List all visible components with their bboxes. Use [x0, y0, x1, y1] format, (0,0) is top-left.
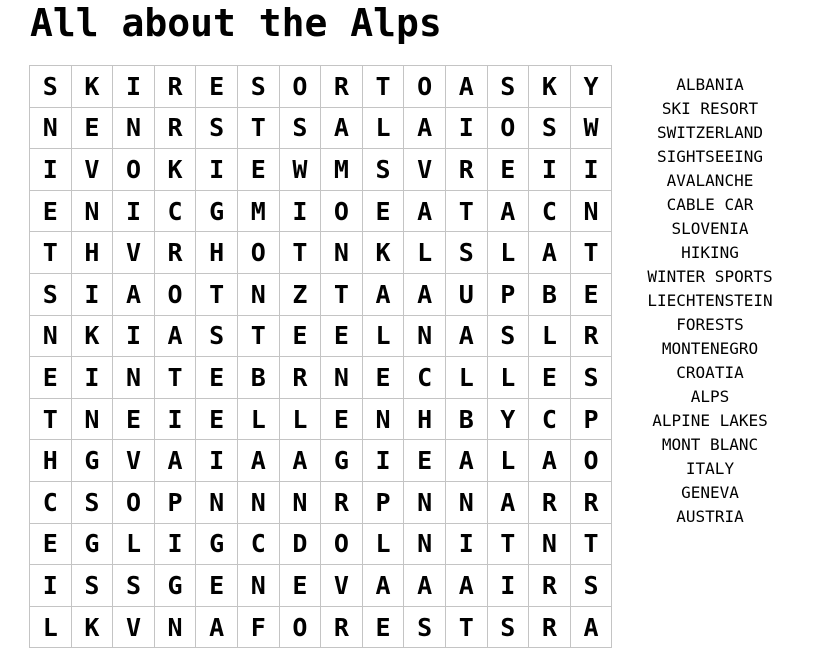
grid-cell[interactable]: A	[404, 273, 446, 315]
grid-cell[interactable]: R	[570, 315, 612, 357]
grid-cell[interactable]: Z	[279, 273, 321, 315]
grid-cell[interactable]: T	[570, 523, 612, 565]
word-list-item: CABLE CAR	[666, 195, 754, 214]
grid-cell[interactable]: I	[445, 107, 487, 149]
grid-cell[interactable]: E	[570, 273, 612, 315]
grid-cell[interactable]: A	[196, 606, 238, 648]
grid-row	[30, 398, 612, 440]
grid-cell[interactable]: E	[30, 357, 72, 399]
grid-cell[interactable]: L	[362, 107, 404, 149]
grid-cell[interactable]: L	[487, 357, 529, 399]
grid-cell[interactable]: S	[445, 232, 487, 274]
grid-cell[interactable]: K	[529, 66, 571, 108]
grid-cell[interactable]: I	[445, 523, 487, 565]
grid-cell[interactable]: E	[279, 565, 321, 607]
grid-row	[30, 66, 612, 108]
grid-cell[interactable]: R	[445, 149, 487, 191]
grid-cell[interactable]: A	[529, 232, 571, 274]
grid-cell[interactable]: D	[279, 523, 321, 565]
grid-cell[interactable]: E	[362, 606, 404, 648]
word-list-item: CROATIA	[676, 363, 744, 382]
grid-cell[interactable]: R	[321, 66, 363, 108]
grid-cell[interactable]: G	[71, 523, 113, 565]
grid-cell[interactable]: C	[154, 190, 196, 232]
word-list-item: ALBANIA	[676, 75, 744, 94]
grid-cell[interactable]: V	[71, 149, 113, 191]
grid-cell[interactable]: M	[237, 190, 279, 232]
word-list-item: MONTENEGRO	[661, 339, 759, 358]
grid-cell[interactable]: L	[529, 315, 571, 357]
grid-cell[interactable]: O	[279, 66, 321, 108]
grid-row	[30, 273, 612, 315]
grid-cell[interactable]: C	[404, 357, 446, 399]
grid-cell[interactable]: W	[279, 149, 321, 191]
grid-cell[interactable]: A	[445, 66, 487, 108]
grid-cell[interactable]: C	[529, 190, 571, 232]
grid-cell[interactable]: N	[154, 606, 196, 648]
grid-cell[interactable]: R	[529, 606, 571, 648]
word-list-item: ITALY	[685, 459, 735, 478]
grid-cell[interactable]: P	[487, 273, 529, 315]
grid-cell[interactable]: Y	[570, 66, 612, 108]
grid-cell[interactable]: N	[321, 232, 363, 274]
grid-cell[interactable]: E	[487, 149, 529, 191]
grid-cell[interactable]: L	[445, 357, 487, 399]
grid-cell[interactable]: S	[404, 606, 446, 648]
grid-cell[interactable]: E	[237, 149, 279, 191]
grid-cell[interactable]: A	[362, 273, 404, 315]
grid-cell[interactable]: A	[570, 606, 612, 648]
grid-cell[interactable]: W	[570, 107, 612, 149]
grid-row	[30, 523, 612, 565]
grid-cell[interactable]: N	[237, 481, 279, 523]
grid-cell[interactable]: R	[154, 107, 196, 149]
grid-row	[30, 565, 612, 607]
grid-cell[interactable]: E	[30, 523, 72, 565]
grid-cell[interactable]: T	[445, 606, 487, 648]
grid-cell[interactable]: S	[487, 66, 529, 108]
grid-cell[interactable]: A	[279, 440, 321, 482]
grid-row	[30, 315, 612, 357]
grid-cell[interactable]: E	[113, 398, 155, 440]
grid-cell[interactable]: N	[196, 481, 238, 523]
grid-cell[interactable]: K	[362, 232, 404, 274]
grid-cell[interactable]: L	[237, 398, 279, 440]
grid-cell[interactable]: H	[30, 440, 72, 482]
grid-cell[interactable]: T	[30, 398, 72, 440]
word-list-item: WINTER SPORTS	[647, 267, 773, 286]
grid-cell[interactable]: R	[154, 232, 196, 274]
grid-cell[interactable]: E	[321, 315, 363, 357]
grid-cell[interactable]: I	[154, 523, 196, 565]
grid-row	[30, 440, 612, 482]
word-list-item: SIGHTSEEING	[657, 147, 763, 166]
grid-cell[interactable]: N	[237, 565, 279, 607]
grid-cell[interactable]: N	[113, 107, 155, 149]
grid-cell[interactable]: N	[30, 315, 72, 357]
grid-cell[interactable]: T	[321, 273, 363, 315]
grid-cell[interactable]: E	[196, 357, 238, 399]
word-list-item: HIKING	[681, 243, 739, 262]
grid-cell[interactable]: O	[570, 440, 612, 482]
word-list-item: ALPINE LAKES	[652, 411, 768, 430]
grid-cell[interactable]: S	[196, 107, 238, 149]
grid-cell[interactable]: P	[362, 481, 404, 523]
grid-cell[interactable]: A	[487, 190, 529, 232]
grid-cell[interactable]: A	[154, 315, 196, 357]
grid-cell[interactable]: E	[321, 398, 363, 440]
grid-cell[interactable]: B	[445, 398, 487, 440]
grid-cell[interactable]: L	[362, 523, 404, 565]
grid-row	[30, 606, 612, 648]
grid-cell[interactable]: L	[487, 232, 529, 274]
grid-cell[interactable]: G	[154, 565, 196, 607]
grid-cell[interactable]: N	[321, 357, 363, 399]
grid-cell[interactable]: E	[196, 398, 238, 440]
grid-cell[interactable]: N	[71, 398, 113, 440]
word-list-item: MONT BLANC	[661, 435, 759, 454]
grid-cell[interactable]: R	[321, 481, 363, 523]
grid-cell[interactable]: O	[237, 232, 279, 274]
grid-cell[interactable]: R	[321, 606, 363, 648]
grid-cell[interactable]: N	[237, 273, 279, 315]
grid-cell[interactable]: I	[30, 149, 72, 191]
grid-cell[interactable]: B	[237, 357, 279, 399]
grid-cell[interactable]: C	[237, 523, 279, 565]
grid-cell[interactable]: A	[445, 565, 487, 607]
grid-cell[interactable]: O	[487, 107, 529, 149]
grid-cell[interactable]: C	[30, 481, 72, 523]
grid-cell[interactable]: E	[196, 565, 238, 607]
grid-cell[interactable]: A	[404, 107, 446, 149]
grid-cell[interactable]: A	[404, 190, 446, 232]
grid-cell[interactable]: L	[113, 523, 155, 565]
grid-cell[interactable]: S	[529, 107, 571, 149]
grid-cell[interactable]: A	[404, 565, 446, 607]
grid-cell[interactable]: I	[71, 273, 113, 315]
grid-cell[interactable]: T	[487, 523, 529, 565]
grid-cell[interactable]: S	[279, 107, 321, 149]
grid-cell[interactable]: S	[487, 315, 529, 357]
grid-cell[interactable]: C	[529, 398, 571, 440]
grid-row	[30, 190, 612, 232]
grid-cell[interactable]: A	[445, 315, 487, 357]
grid-cell[interactable]: I	[30, 565, 72, 607]
grid-cell[interactable]: O	[279, 606, 321, 648]
grid-cell[interactable]: S	[71, 565, 113, 607]
grid-cell[interactable]: I	[487, 565, 529, 607]
grid-cell[interactable]: A	[154, 440, 196, 482]
grid-cell[interactable]: S	[570, 565, 612, 607]
grid-cell[interactable]: H	[196, 232, 238, 274]
grid-row	[30, 481, 612, 523]
word-list-item: SLOVENIA	[671, 219, 749, 238]
grid-cell[interactable]: N	[529, 523, 571, 565]
grid-cell[interactable]: A	[529, 440, 571, 482]
grid-cell[interactable]: T	[570, 232, 612, 274]
grid-cell[interactable]: Y	[487, 398, 529, 440]
grid-cell[interactable]: K	[71, 606, 113, 648]
grid-cell[interactable]: I	[71, 357, 113, 399]
grid-cell[interactable]: A	[487, 481, 529, 523]
word-list-item: ALPS	[690, 387, 730, 406]
grid-cell[interactable]: I	[362, 440, 404, 482]
grid-cell[interactable]: I	[279, 190, 321, 232]
grid-cell[interactable]: S	[71, 481, 113, 523]
grid-row	[30, 357, 612, 399]
grid-cell[interactable]: K	[154, 149, 196, 191]
grid-cell[interactable]: I	[196, 440, 238, 482]
grid-cell[interactable]: T	[30, 232, 72, 274]
grid-cell[interactable]: N	[30, 107, 72, 149]
grid-cell[interactable]: N	[362, 398, 404, 440]
grid-row	[30, 107, 612, 149]
grid-cell[interactable]: P	[154, 481, 196, 523]
grid-cell[interactable]: E	[279, 315, 321, 357]
grid-cell[interactable]: E	[362, 190, 404, 232]
grid-cell[interactable]: A	[362, 565, 404, 607]
grid-cell[interactable]: R	[570, 481, 612, 523]
word-list-item: FORESTS	[676, 315, 744, 334]
grid-row	[30, 232, 612, 274]
word-list-item: SWITZERLAND	[657, 123, 763, 142]
grid-cell[interactable]: U	[445, 273, 487, 315]
grid-cell[interactable]: T	[362, 66, 404, 108]
grid-cell[interactable]: V	[113, 606, 155, 648]
grid-cell[interactable]: F	[237, 606, 279, 648]
grid-cell[interactable]: N	[404, 481, 446, 523]
grid-cell[interactable]: N	[404, 315, 446, 357]
grid-cell[interactable]: K	[71, 315, 113, 357]
grid-cell[interactable]: B	[529, 273, 571, 315]
grid-cell[interactable]: I	[154, 398, 196, 440]
grid-cell[interactable]: E	[529, 357, 571, 399]
grid-row	[30, 149, 612, 191]
grid-cell[interactable]: G	[196, 523, 238, 565]
word-list-item: LIECHTENSTEIN	[647, 291, 773, 310]
word-list-item: SKI RESORT	[661, 99, 759, 118]
grid-cell[interactable]: I	[529, 149, 571, 191]
grid-cell[interactable]: T	[279, 232, 321, 274]
grid-cell[interactable]: A	[237, 440, 279, 482]
puzzle-title: All about the Alps	[30, 1, 442, 45]
grid-cell[interactable]: R	[529, 481, 571, 523]
grid-cell[interactable]: E	[362, 357, 404, 399]
word-list-item: GENEVA	[681, 483, 739, 502]
grid-cell[interactable]: M	[321, 149, 363, 191]
grid-cell[interactable]: N	[570, 190, 612, 232]
grid-cell[interactable]: A	[113, 273, 155, 315]
grid-cell[interactable]: T	[196, 273, 238, 315]
grid-cell[interactable]: S	[30, 273, 72, 315]
grid-cell[interactable]: V	[404, 149, 446, 191]
grid-cell[interactable]: O	[321, 190, 363, 232]
grid-cell[interactable]: T	[445, 190, 487, 232]
grid-cell[interactable]: E	[404, 440, 446, 482]
grid-cell[interactable]: N	[404, 523, 446, 565]
grid-cell[interactable]: L	[404, 232, 446, 274]
grid-cell[interactable]: S	[237, 66, 279, 108]
grid-cell[interactable]: S	[487, 606, 529, 648]
grid-cell[interactable]: T	[237, 315, 279, 357]
word-list-item: AUSTRIA	[676, 507, 744, 526]
grid-cell[interactable]: A	[321, 107, 363, 149]
grid-cell[interactable]: I	[570, 149, 612, 191]
grid-cell[interactable]: R	[279, 357, 321, 399]
grid-cell[interactable]: S	[30, 66, 72, 108]
grid-cell[interactable]: O	[113, 149, 155, 191]
grid-cell[interactable]: E	[196, 66, 238, 108]
grid-cell[interactable]: S	[570, 357, 612, 399]
grid-cell[interactable]: V	[321, 565, 363, 607]
grid-cell[interactable]: I	[113, 190, 155, 232]
letter-grid	[29, 65, 612, 648]
grid-cell[interactable]: O	[154, 273, 196, 315]
grid-cell[interactable]: L	[487, 440, 529, 482]
grid-cell[interactable]: L	[279, 398, 321, 440]
grid-cell[interactable]: V	[113, 232, 155, 274]
grid-cell[interactable]: R	[154, 66, 196, 108]
letter-grid-body	[30, 66, 612, 648]
grid-cell[interactable]: E	[71, 107, 113, 149]
grid-cell[interactable]: N	[113, 357, 155, 399]
grid-cell[interactable]: T	[154, 357, 196, 399]
grid-cell[interactable]: L	[30, 606, 72, 648]
word-list	[630, 73, 790, 529]
grid-cell[interactable]: P	[570, 398, 612, 440]
grid-cell[interactable]: S	[362, 149, 404, 191]
grid-cell[interactable]: I	[113, 315, 155, 357]
grid-cell[interactable]: I	[196, 149, 238, 191]
grid-cell[interactable]: S	[196, 315, 238, 357]
grid-cell[interactable]: H	[71, 232, 113, 274]
grid-cell[interactable]: O	[113, 481, 155, 523]
grid-cell[interactable]: L	[362, 315, 404, 357]
grid-cell[interactable]: G	[71, 440, 113, 482]
grid-cell[interactable]: G	[321, 440, 363, 482]
word-list-item: AVALANCHE	[666, 171, 754, 190]
grid-cell[interactable]: A	[445, 440, 487, 482]
grid-cell[interactable]: H	[404, 398, 446, 440]
grid-cell[interactable]: I	[113, 66, 155, 108]
grid-cell[interactable]: V	[113, 440, 155, 482]
grid-cell[interactable]: R	[529, 565, 571, 607]
grid-cell[interactable]: N	[71, 190, 113, 232]
grid-cell[interactable]: K	[71, 66, 113, 108]
grid-cell[interactable]: N	[445, 481, 487, 523]
grid-cell[interactable]: N	[279, 481, 321, 523]
grid-cell[interactable]: G	[196, 190, 238, 232]
grid-cell[interactable]: O	[321, 523, 363, 565]
grid-cell[interactable]: T	[237, 107, 279, 149]
grid-cell[interactable]: E	[30, 190, 72, 232]
grid-cell[interactable]: S	[113, 565, 155, 607]
grid-cell[interactable]: O	[404, 66, 446, 108]
